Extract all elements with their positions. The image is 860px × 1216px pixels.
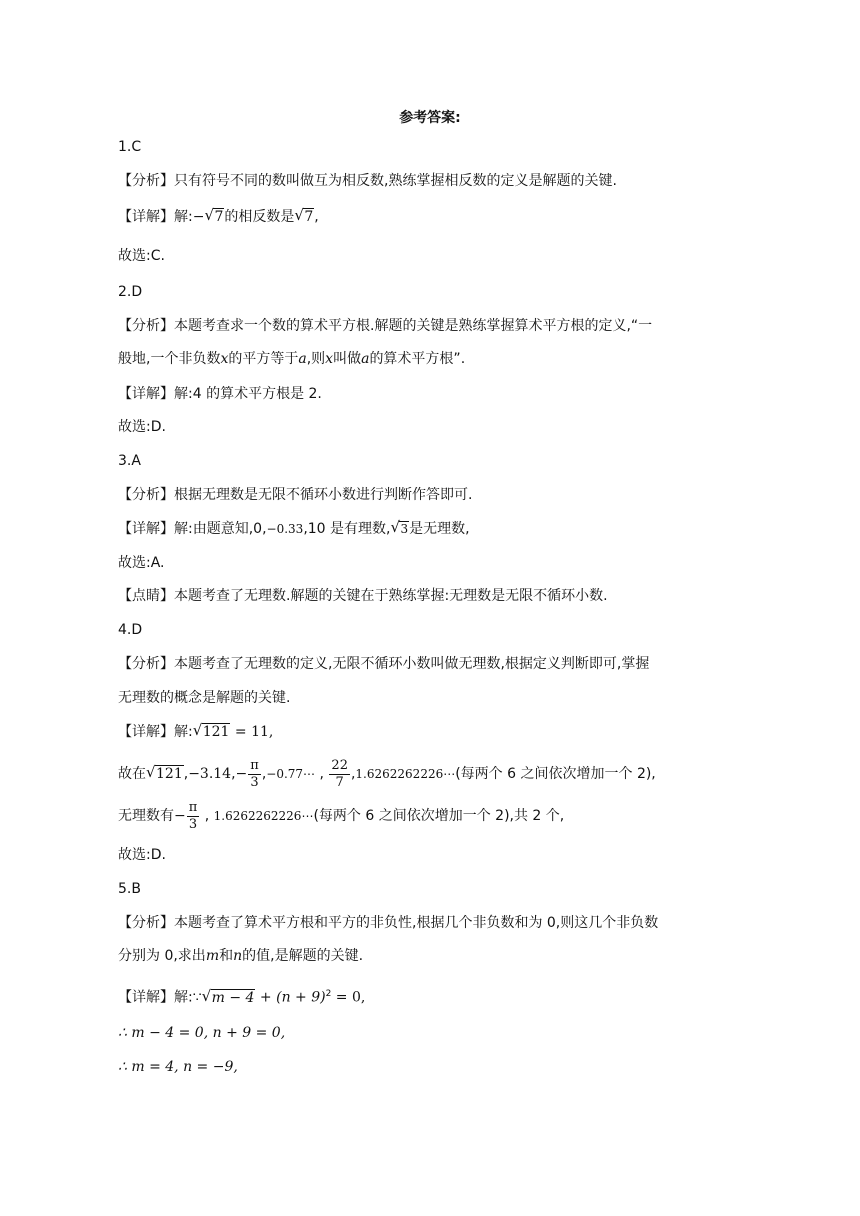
sqrt-three: √ 3 xyxy=(390,518,409,540)
q5-analysis-line2: 分别为 0,求出m和n的值,是解题的关键. xyxy=(118,948,364,964)
q3-analysis: 【分析】根据无理数是无限不循环小数进行判断作答即可. xyxy=(118,487,473,503)
sqrt-seven: √ 7 xyxy=(204,206,224,228)
q2-analysis-line2: 般地,一个非负数x的平方等于a,则x叫做a的算术平方根”. xyxy=(118,351,466,367)
neg-sign: − xyxy=(192,209,205,225)
q4-answer: 4.D xyxy=(118,622,143,638)
sqrt-m-4: √ m − 4 xyxy=(202,987,256,1009)
q3-answer: 3.A xyxy=(118,453,141,469)
q1-detail xyxy=(118,206,758,228)
q3-detail: 【详解】解:由题意知,0,−0.33,10 是有理数,√ 3是无理数, xyxy=(118,518,758,540)
q2-analysis-line1: 【分析】本题考查求一个数的算术平方根.解题的关键是熟练掌握算术平方根的定义,“一 xyxy=(118,318,653,334)
q1-answer: 1.C xyxy=(118,139,142,155)
q4-detail: 【详解】解:√ 121 = 11, xyxy=(118,721,758,743)
q4-irrational-list: 无理数有− $\frac{\pi}{3}$ , 1.6262262226⋯(每两个 6 之间依次增加一个 2),共 2 个, xyxy=(118,799,565,832)
q5-step1: ∴ m − 4 = 0, n + 9 = 0, xyxy=(118,1025,286,1041)
q2-detail: 【详解】解:4 的算术平方根是 2. xyxy=(118,386,322,402)
q1-analysis: 【分析】只有符号不同的数叫做互为相反数,熟练掌握相反数的定义是解题的关键. xyxy=(118,173,617,189)
frac-22-7: $\frac{22}{7}$ xyxy=(331,757,348,790)
q5-detail: 【详解】解:∵√ $m - 4 + (n + 9)^2 = 0$, xyxy=(118,983,758,1009)
q4-analysis-line2: 无理数的概念是解题的关键. xyxy=(118,690,291,706)
q1-choice: 故选:C. xyxy=(118,248,165,264)
q4-list: 故在√ 121,−3.14,− $\frac{\pi}{3}$ ,−0.77⋯ , $\frac{22}{7}$ ,1.6262262226⋯(每两个 6 之间依次增加一个 2), xyxy=(118,757,758,791)
sqrt-121-b: √ 121 xyxy=(146,757,184,791)
page-title: 参考答案: xyxy=(399,110,461,126)
q5-step2: ∴ m = 4, n = −9, xyxy=(118,1059,238,1075)
frac-pi-3: $\frac{\pi}{3}$ xyxy=(250,757,259,790)
frac-pi-3-b: $\frac{\pi}{3}$ xyxy=(188,799,198,832)
q1-detail-prefix: 【详解】解: xyxy=(118,209,193,225)
sqrt-seven-2: √ 7 xyxy=(294,206,314,228)
q5-analysis-line1: 【分析】本题考查了算术平方根和平方的非负性,根据几个非负数和为 0,则这几个非负数 xyxy=(118,915,659,931)
q4-analysis-line1: 【分析】本题考查了无理数的定义,无限不循环小数叫做无理数,根据定义判断即可,掌握 xyxy=(118,656,650,672)
q1-detail-end: , xyxy=(314,209,319,225)
q2-choice: 故选:D. xyxy=(118,419,166,435)
q3-choice: 故选:A. xyxy=(118,555,165,571)
q1-detail-mid: 的相反数是 xyxy=(224,209,295,225)
q2-answer: 2.D xyxy=(118,284,143,300)
q5-answer: 5.B xyxy=(118,881,141,897)
q3-comment: 【点睛】本题考查了无理数.解题的关键在于熟练掌握:无理数是无限不循环小数. xyxy=(118,588,608,604)
sqrt-121: √ 121 xyxy=(193,721,231,743)
q4-choice: 故选:D. xyxy=(118,847,166,863)
